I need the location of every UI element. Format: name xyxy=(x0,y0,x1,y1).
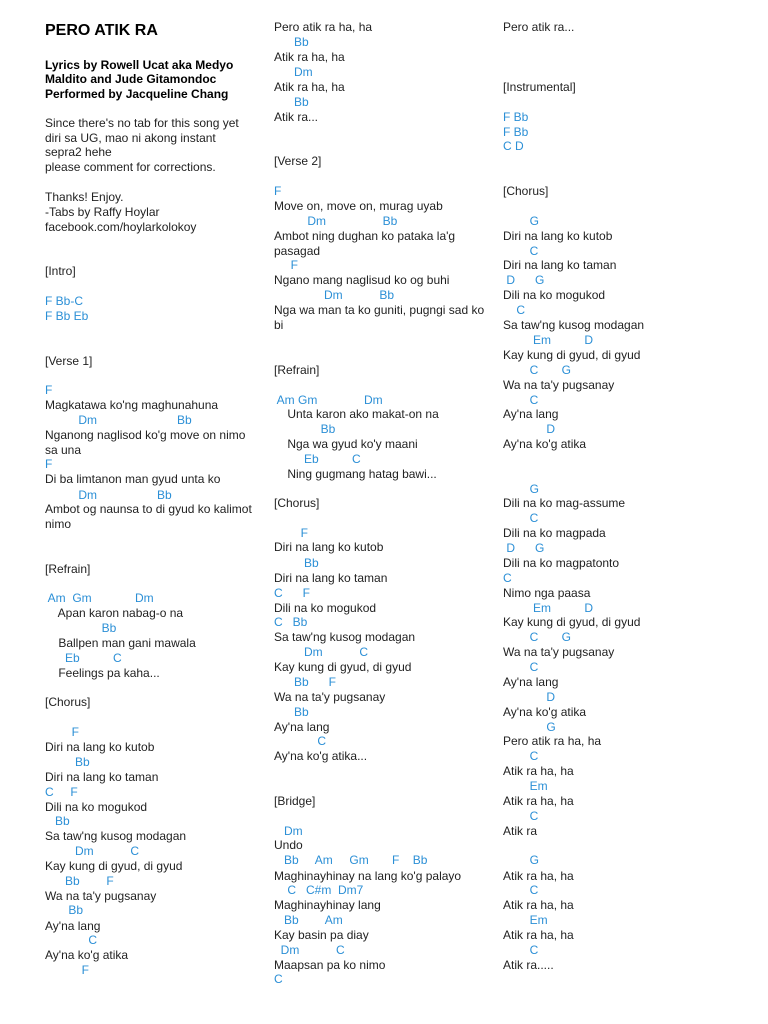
lyric-line: bi xyxy=(274,318,284,332)
chord-line: F xyxy=(45,725,80,739)
credit-line: Lyrics by Rowell Ucat aka Medyo xyxy=(45,58,234,72)
chord-line: Bb Am Gm F Bb xyxy=(274,853,428,867)
lyric-line: Move on, move on, murag uyab xyxy=(274,199,443,213)
lyric-line: Wa na ta'y pugsanay xyxy=(45,889,157,903)
chord-line: C xyxy=(503,749,539,763)
lyric-line: Dili na ko mag-assume xyxy=(503,496,626,510)
chord-line: C F xyxy=(274,586,310,600)
song-title: PERO ATIK RA xyxy=(45,22,158,39)
chord-line: F xyxy=(274,526,309,540)
section-header: [Chorus] xyxy=(274,496,320,510)
lyric-line: Kay kung di gyud, di gyud xyxy=(274,660,412,674)
lyric-line: Nimo nga paasa xyxy=(503,586,591,600)
lyric-line: Dili na ko mogukod xyxy=(274,601,377,615)
chord-line: F Bb xyxy=(503,110,529,124)
lyric-line: Maapsan pa ko nimo xyxy=(274,958,386,972)
chord-line: D G xyxy=(503,273,545,287)
lyric-line: Ay'na ko'g atika xyxy=(45,948,129,962)
chord-line: G xyxy=(503,853,540,867)
chord-line: Dm xyxy=(274,65,313,79)
lyric-line: diri sa UG, mao ni akong instant xyxy=(45,131,216,145)
chord-line: Dm C xyxy=(45,844,140,858)
lyric-line: Dili na ko mogukod xyxy=(503,288,606,302)
chord-line: C xyxy=(503,883,539,897)
lyric-line: Maghinayhinay na lang ko'g palayo xyxy=(274,869,462,883)
lyric-line: Maghinayhinay lang xyxy=(274,898,381,912)
lyric-line: Atik ra ha, ha xyxy=(274,80,345,94)
chord-line: Bb xyxy=(274,556,319,570)
lyric-line: nimo xyxy=(45,517,72,531)
lyric-line: Diri na lang ko kutob xyxy=(274,540,384,554)
chord-line: Bb xyxy=(274,95,309,109)
section-header: [Chorus] xyxy=(503,184,549,198)
chord-line: C xyxy=(45,933,98,947)
chord-line: C G xyxy=(503,363,572,377)
chord-line: C xyxy=(503,943,539,957)
lyric-line: Wa na ta'y pugsanay xyxy=(274,690,386,704)
chord-line: Dm C xyxy=(274,645,369,659)
section-header: [Instrumental] xyxy=(503,80,576,94)
chord-line: Bb xyxy=(45,814,70,828)
chord-line: G xyxy=(503,720,556,734)
chord-line: Eb C xyxy=(45,651,122,665)
lyric-line: Apan karon nabag-o na xyxy=(45,606,184,620)
chord-line: F xyxy=(45,457,53,471)
chord-line: Eb C xyxy=(274,452,361,466)
chord-line: F Bb Eb xyxy=(45,309,89,323)
credit-line: Maldito and Jude Gitamondoc xyxy=(45,72,217,86)
chord-line: Dm Bb xyxy=(45,413,192,427)
chord-line: F xyxy=(45,963,90,977)
chord-line: C xyxy=(503,809,539,823)
lyric-line: Wa na ta'y pugsanay xyxy=(503,645,615,659)
chord-line: F Bb-C xyxy=(45,294,84,308)
lyric-line: pasagad xyxy=(274,244,321,258)
lyric-line: Magkatawa ko'ng maghunahuna xyxy=(45,398,219,412)
chord-line: C xyxy=(274,734,327,748)
chord-line: Bb xyxy=(274,422,336,436)
lyric-line: Ballpen man gani mawala xyxy=(45,636,196,650)
credit-line: Performed by Jacqueline Chang xyxy=(45,87,229,101)
lyric-line: Atik ra ha, ha xyxy=(503,794,574,808)
lyric-line: Ay'na lang xyxy=(45,919,101,933)
lyric-line: Diri na lang ko kutob xyxy=(503,229,613,243)
chord-line: C xyxy=(503,244,539,258)
section-header: [Bridge] xyxy=(274,794,316,808)
lyric-line: please comment for corrections. xyxy=(45,160,216,174)
lyric-line: Ambot og naunsa to di gyud ko kalimot xyxy=(45,502,252,516)
lyric-line: Dili na ko mogukod xyxy=(45,800,148,814)
lyric-line: Ay'na lang xyxy=(503,407,559,421)
chord-line: Dm C xyxy=(274,943,345,957)
lyric-line: Sa taw'ng kusog modagan xyxy=(503,318,645,332)
chord-line: C xyxy=(503,393,539,407)
lyric-line: Nga wa man ta ko guniti, pugngi sad ko xyxy=(274,303,485,317)
lyric-line: Atik ra ha, ha xyxy=(503,869,574,883)
lyric-line: Pero atik ra ha, ha xyxy=(274,20,373,34)
lyric-line: Undo xyxy=(274,838,303,852)
chord-line: C Bb xyxy=(274,615,308,629)
lyric-line: Atik ra..... xyxy=(503,958,554,972)
lyric-line: Diri na lang ko taman xyxy=(503,258,617,272)
chord-line: Dm xyxy=(274,824,303,838)
section-header: [Chorus] xyxy=(45,695,91,709)
chord-line: G xyxy=(503,214,540,228)
chord-line: C xyxy=(503,660,539,674)
lyric-line: Dili na ko magpatonto xyxy=(503,556,620,570)
lyric-line: Ay'na lang xyxy=(274,720,330,734)
lyric-line: Since there's no tab for this song yet xyxy=(45,116,239,130)
chord-line: Bb xyxy=(274,705,309,719)
chord-line: F xyxy=(274,258,298,272)
lyric-line: Atik ra ha, ha xyxy=(503,898,574,912)
lyric-line: -Tabs by Raffy Hoylar xyxy=(45,205,160,219)
lyric-line: Atik ra ha, ha xyxy=(503,928,574,942)
lyric-line: Ambot ning dughan ko pataka la'g xyxy=(274,229,456,243)
lyric-line: Atik ra... xyxy=(274,110,319,124)
chord-line: Bb F xyxy=(45,874,114,888)
chord-line: Bb xyxy=(45,621,117,635)
lyric-line: Pero atik ra... xyxy=(503,20,575,34)
chord-line: Am Gm Dm xyxy=(45,591,154,605)
chord-line: Bb xyxy=(45,755,90,769)
lyric-line: Unta karon ako makat-on na xyxy=(274,407,439,421)
chord-line: Em xyxy=(503,779,548,793)
chord-line: Em xyxy=(503,913,548,927)
lyric-line: Pero atik ra ha, ha xyxy=(503,734,602,748)
chord-line: C xyxy=(274,972,283,986)
lyric-line: Di ba limtanon man gyud unta ko xyxy=(45,472,221,486)
section-header: [Refrain] xyxy=(274,363,320,377)
lyric-line: Nga wa gyud ko'y maani xyxy=(274,437,418,451)
chord-line: C xyxy=(503,511,539,525)
chord-line: Dm Bb xyxy=(274,288,395,302)
lyric-line: Ay'na ko'g atika xyxy=(503,705,587,719)
chord-line: Bb F xyxy=(274,675,337,689)
chord-line: Bb xyxy=(274,35,309,49)
chord-line: C F xyxy=(45,785,78,799)
chord-line: Bb xyxy=(45,903,84,917)
chord-line: C C#m Dm7 xyxy=(274,883,364,897)
section-header: [Refrain] xyxy=(45,562,91,576)
section-header: [Verse 2] xyxy=(274,154,322,168)
lyric-line: Kay kung di gyud, di gyud xyxy=(503,615,641,629)
lyric-line: Sa taw'ng kusog modagan xyxy=(274,630,416,644)
lyric-line: Nganong naglisod ko'g move on nimo xyxy=(45,428,246,442)
chord-line: Em D xyxy=(503,601,594,615)
lyric-line: Ning gugmang hatag bawi... xyxy=(274,467,437,481)
chord-line: F xyxy=(274,184,282,198)
lyric-line: Kay kung di gyud, di gyud xyxy=(45,859,183,873)
lyric-line: Kay kung di gyud, di gyud xyxy=(503,348,641,362)
section-header: [Verse 1] xyxy=(45,354,93,368)
lyric-line: Ay'na ko'g atika xyxy=(503,437,587,451)
lyric-line: Atik ra xyxy=(503,824,538,838)
chord-line: Bb Am xyxy=(274,913,343,927)
chord-line: Dm Bb xyxy=(45,488,172,502)
lyric-line: Diri na lang ko taman xyxy=(45,770,159,784)
lyric-line: Atik ra ha, ha xyxy=(274,50,345,64)
chord-line: G xyxy=(503,482,540,496)
lyric-line: Ngano mang naglisud ko og buhi xyxy=(274,273,450,287)
lyric-line: Wa na ta'y pugsanay xyxy=(503,378,615,392)
chord-line: D xyxy=(503,690,556,704)
lyric-line: Diri na lang ko kutob xyxy=(45,740,155,754)
lyric-line: sa una xyxy=(45,443,82,457)
section-header: [Intro] xyxy=(45,264,76,278)
chord-line: D G xyxy=(503,541,545,555)
chord-line: Am Gm Dm xyxy=(274,393,383,407)
chord-line: D xyxy=(503,422,556,436)
chord-line: F xyxy=(45,383,53,397)
chord-line: C G xyxy=(503,630,572,644)
lyric-line: Ay'na ko'g atika... xyxy=(274,749,368,763)
lyric-line: Thanks! Enjoy. xyxy=(45,190,124,204)
chord-line: F Bb xyxy=(503,125,529,139)
lyric-line: Dili na ko magpada xyxy=(503,526,606,540)
lyric-line: facebook.com/hoylarkolokoy xyxy=(45,220,197,234)
lyric-line: Kay basin pa diay xyxy=(274,928,369,942)
lyric-line: Sa taw'ng kusog modagan xyxy=(45,829,187,843)
chord-line: C xyxy=(503,571,512,585)
lyric-line: Feelings pa kaha... xyxy=(45,666,160,680)
lyric-line: Atik ra ha, ha xyxy=(503,764,574,778)
lyric-line: Ay'na lang xyxy=(503,675,559,689)
chord-line: Dm Bb xyxy=(274,214,398,228)
lyric-line: sepra2 hehe xyxy=(45,145,112,159)
lyric-line: Diri na lang ko taman xyxy=(274,571,388,585)
chord-line: C D xyxy=(503,139,524,153)
chord-line: C xyxy=(503,303,526,317)
chord-line: Em D xyxy=(503,333,594,347)
